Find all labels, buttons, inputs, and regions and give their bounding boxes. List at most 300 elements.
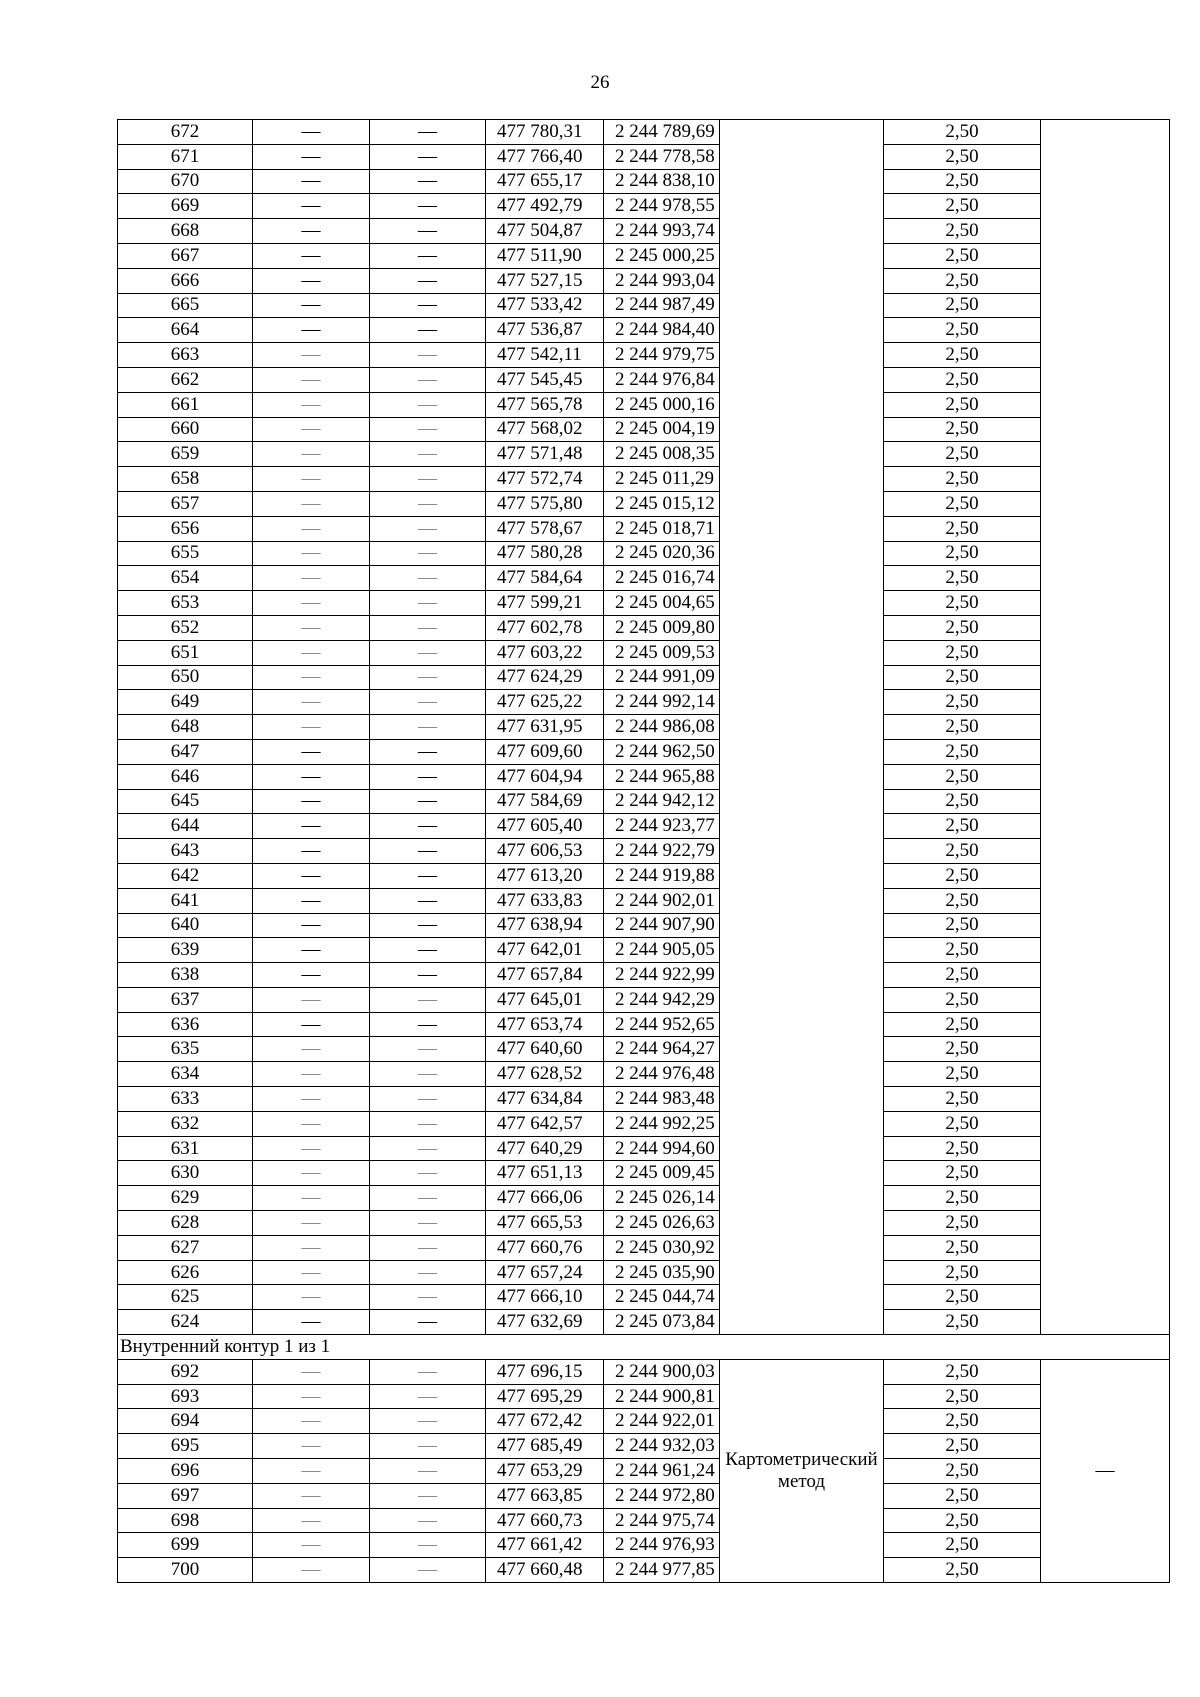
dash-cell: — [253,367,370,392]
coord-y: 2 244 976,93 [604,1533,720,1558]
precision-value: 2,50 [884,963,1041,988]
table-row [118,417,1170,442]
table-row [118,739,1170,764]
coord-x: 477 653,74 [486,1012,604,1037]
point-number: 666 [118,268,253,293]
dash-cell: — [370,1483,486,1508]
table-row [118,764,1170,789]
dash-cell: — [370,566,486,591]
point-number: 646 [118,764,253,789]
dash-cell: — [253,1087,370,1112]
point-number: 640 [118,913,253,938]
precision-value: 2,50 [884,1310,1041,1335]
dash-cell: — [370,987,486,1012]
dash-cell: — [253,739,370,764]
table-row [118,566,1170,591]
dash-cell: — [370,913,486,938]
precision-value: 2,50 [884,640,1041,665]
point-number: 636 [118,1012,253,1037]
point-number: 652 [118,615,253,640]
table-row [118,1111,1170,1136]
precision-value: 2,50 [884,516,1041,541]
table-row [118,1285,1170,1310]
coord-y: 2 244 978,55 [604,194,720,219]
point-number: 630 [118,1161,253,1186]
table-row [118,1062,1170,1087]
precision-value: 2,50 [884,839,1041,864]
precision-value: 2,50 [884,442,1041,467]
coord-y: 2 244 900,03 [604,1359,720,1384]
coord-y: 2 244 902,01 [604,888,720,913]
coord-y: 2 244 962,50 [604,739,720,764]
precision-value: 2,50 [884,541,1041,566]
coord-x: 477 511,90 [486,243,604,268]
section-label: Внутренний контур 1 из 1 [118,1335,1170,1360]
point-number: 650 [118,665,253,690]
dash-cell: — [370,1310,486,1335]
coord-y: 2 245 015,12 [604,491,720,516]
precision-value: 2,50 [884,1459,1041,1484]
coord-y: 2 244 992,14 [604,690,720,715]
last-column-cell: — [1041,1359,1170,1582]
table-row [118,1483,1170,1508]
dash-cell: — [253,1359,370,1384]
dash-cell: — [253,888,370,913]
dash-cell: — [253,343,370,368]
precision-value: 2,50 [884,1161,1041,1186]
dash-cell: — [253,1459,370,1484]
coord-y: 2 245 026,63 [604,1211,720,1236]
coord-y: 2 244 964,27 [604,1037,720,1062]
coord-x: 477 661,42 [486,1533,604,1558]
point-number: 663 [118,343,253,368]
precision-value: 2,50 [884,169,1041,194]
point-number: 662 [118,367,253,392]
coord-y: 2 245 016,74 [604,566,720,591]
coord-y: 2 244 976,48 [604,1062,720,1087]
dash-cell: — [370,516,486,541]
precision-value: 2,50 [884,491,1041,516]
dash-cell: — [370,144,486,169]
point-number: 665 [118,293,253,318]
dash-cell: — [370,392,486,417]
precision-value: 2,50 [884,1384,1041,1409]
method-cell: Картометрический метод [720,1359,884,1582]
dash-cell: — [253,120,370,145]
coord-x: 477 780,31 [486,120,604,145]
dash-cell: — [370,1384,486,1409]
coord-x: 477 504,87 [486,219,604,244]
dash-cell: — [253,417,370,442]
precision-value: 2,50 [884,1235,1041,1260]
dash-cell: — [370,491,486,516]
coord-x: 477 572,74 [486,467,604,492]
coord-x: 477 642,57 [486,1111,604,1136]
dash-cell: — [253,1508,370,1533]
table-row [118,963,1170,988]
coord-x: 477 632,69 [486,1310,604,1335]
precision-value: 2,50 [884,417,1041,442]
coord-x: 477 536,87 [486,318,604,343]
point-number: 632 [118,1111,253,1136]
coord-x: 477 604,94 [486,764,604,789]
coord-x: 477 578,67 [486,516,604,541]
precision-value: 2,50 [884,318,1041,343]
dash-cell: — [253,1285,370,1310]
table-row [118,367,1170,392]
coord-y: 2 244 932,03 [604,1434,720,1459]
coord-y: 2 244 965,88 [604,764,720,789]
outer-contour-rows [118,120,1170,1335]
precision-value: 2,50 [884,566,1041,591]
dash-cell: — [370,243,486,268]
coord-x: 477 685,49 [486,1434,604,1459]
precision-value: 2,50 [884,243,1041,268]
point-number: 641 [118,888,253,913]
coord-y: 2 244 991,09 [604,665,720,690]
dash-cell: — [253,566,370,591]
coord-y: 2 245 004,65 [604,591,720,616]
table-row [118,863,1170,888]
coord-x: 477 584,64 [486,566,604,591]
precision-value: 2,50 [884,1434,1041,1459]
dash-cell: — [370,417,486,442]
dash-cell: — [370,1235,486,1260]
dash-cell: — [370,541,486,566]
point-number: 627 [118,1235,253,1260]
dash-cell: — [253,1111,370,1136]
table-row [118,219,1170,244]
coord-y: 2 244 993,74 [604,219,720,244]
section-row [118,1335,1170,1360]
precision-value: 2,50 [884,863,1041,888]
precision-value: 2,50 [884,1260,1041,1285]
coord-y: 2 245 008,35 [604,442,720,467]
coord-y: 2 245 009,45 [604,1161,720,1186]
precision-value: 2,50 [884,1186,1041,1211]
dash-cell: — [370,1260,486,1285]
dash-cell: — [253,963,370,988]
coord-y: 2 245 044,74 [604,1285,720,1310]
point-number: 631 [118,1136,253,1161]
precision-value: 2,50 [884,1508,1041,1533]
precision-value: 2,50 [884,814,1041,839]
precision-value: 2,50 [884,591,1041,616]
table-row [118,516,1170,541]
dash-cell: — [253,913,370,938]
coord-x: 477 642,01 [486,938,604,963]
table-row [118,987,1170,1012]
table-row [118,1434,1170,1459]
precision-value: 2,50 [884,665,1041,690]
point-number: 664 [118,318,253,343]
table-row [118,814,1170,839]
precision-value: 2,50 [884,1558,1041,1583]
table-row [118,169,1170,194]
dash-cell: — [370,1533,486,1558]
point-number: 634 [118,1062,253,1087]
dash-cell: — [253,1186,370,1211]
point-number: 638 [118,963,253,988]
dash-cell: — [370,1558,486,1583]
dash-cell: — [253,392,370,417]
coord-x: 477 545,45 [486,367,604,392]
coord-y: 2 245 011,29 [604,467,720,492]
point-number: 697 [118,1483,253,1508]
dash-cell: — [253,268,370,293]
table-row [118,1235,1170,1260]
dash-cell: — [253,541,370,566]
coord-y: 2 244 977,85 [604,1558,720,1583]
dash-cell: — [370,690,486,715]
coord-y: 2 245 000,16 [604,392,720,417]
precision-value: 2,50 [884,1136,1041,1161]
precision-value: 2,50 [884,1533,1041,1558]
table-row [118,293,1170,318]
coord-y: 2 244 942,12 [604,789,720,814]
precision-value: 2,50 [884,1087,1041,1112]
coordinates-table [117,119,1170,1583]
point-number: 661 [118,392,253,417]
dash-cell: — [253,764,370,789]
dash-cell: — [370,665,486,690]
dash-cell: — [253,1434,370,1459]
point-number: 693 [118,1384,253,1409]
precision-value: 2,50 [884,1211,1041,1236]
point-number: 659 [118,442,253,467]
precision-value: 2,50 [884,690,1041,715]
dash-cell: — [253,1235,370,1260]
coord-x: 477 666,10 [486,1285,604,1310]
precision-value: 2,50 [884,1111,1041,1136]
table-row [118,1012,1170,1037]
table-row [118,1136,1170,1161]
table-row [118,839,1170,864]
coord-y: 2 245 035,90 [604,1260,720,1285]
dash-cell: — [253,1533,370,1558]
table-row [118,1161,1170,1186]
coord-y: 2 244 952,65 [604,1012,720,1037]
coord-x: 477 634,84 [486,1087,604,1112]
inner-contour-header [118,1335,1170,1360]
point-number: 671 [118,144,253,169]
table-row [118,144,1170,169]
coord-y: 2 244 838,10 [604,169,720,194]
dash-cell: — [253,690,370,715]
dash-cell: — [253,1062,370,1087]
dash-cell: — [370,1211,486,1236]
precision-value: 2,50 [884,789,1041,814]
dash-cell: — [253,491,370,516]
precision-value: 2,50 [884,739,1041,764]
point-number: 698 [118,1508,253,1533]
dash-cell: — [370,1012,486,1037]
table-row [118,243,1170,268]
coord-y: 2 245 030,92 [604,1235,720,1260]
dash-cell: — [253,615,370,640]
point-number: 670 [118,169,253,194]
coord-y: 2 244 979,75 [604,343,720,368]
precision-value: 2,50 [884,987,1041,1012]
point-number: 645 [118,789,253,814]
coord-x: 477 663,85 [486,1483,604,1508]
precision-value: 2,50 [884,913,1041,938]
dash-cell: — [253,1409,370,1434]
table-row [118,789,1170,814]
dash-cell: — [370,1037,486,1062]
dash-cell: — [370,1285,486,1310]
precision-value: 2,50 [884,715,1041,740]
dash-cell: — [253,1037,370,1062]
dash-cell: — [370,739,486,764]
dash-cell: — [370,1434,486,1459]
table-row [118,467,1170,492]
coord-x: 477 640,60 [486,1037,604,1062]
point-number: 692 [118,1359,253,1384]
precision-value: 2,50 [884,1012,1041,1037]
dash-cell: — [370,789,486,814]
dash-cell: — [370,219,486,244]
coord-y: 2 244 984,40 [604,318,720,343]
table-row [118,1310,1170,1335]
point-number: 653 [118,591,253,616]
coord-x: 477 527,15 [486,268,604,293]
coord-x: 477 696,15 [486,1359,604,1384]
dash-cell: — [370,343,486,368]
coord-y: 2 244 994,60 [604,1136,720,1161]
point-number: 625 [118,1285,253,1310]
point-number: 655 [118,541,253,566]
point-number: 644 [118,814,253,839]
point-number: 668 [118,219,253,244]
point-number: 656 [118,516,253,541]
coord-x: 477 568,02 [486,417,604,442]
table-row [118,1384,1170,1409]
dash-cell: — [370,268,486,293]
dash-cell: — [370,318,486,343]
precision-value: 2,50 [884,120,1041,145]
coord-y: 2 244 975,74 [604,1508,720,1533]
coord-x: 477 657,24 [486,1260,604,1285]
coord-y: 2 244 922,79 [604,839,720,864]
coord-x: 477 660,76 [486,1235,604,1260]
dash-cell: — [253,194,370,219]
coord-y: 2 244 900,81 [604,1384,720,1409]
coord-y: 2 244 987,49 [604,293,720,318]
precision-value: 2,50 [884,1285,1041,1310]
dash-cell: — [370,888,486,913]
point-number: 669 [118,194,253,219]
precision-value: 2,50 [884,467,1041,492]
coord-x: 477 575,80 [486,491,604,516]
coord-x: 477 672,42 [486,1409,604,1434]
dash-cell: — [253,318,370,343]
precision-value: 2,50 [884,1062,1041,1087]
coord-x: 477 603,22 [486,640,604,665]
point-number: 695 [118,1434,253,1459]
table-row [118,1260,1170,1285]
precision-value: 2,50 [884,1037,1041,1062]
point-number: 660 [118,417,253,442]
dash-cell: — [370,194,486,219]
table-row [118,913,1170,938]
coord-y: 2 244 907,90 [604,913,720,938]
point-number: 635 [118,1037,253,1062]
precision-value: 2,50 [884,219,1041,244]
dash-cell: — [370,839,486,864]
coord-x: 477 633,83 [486,888,604,913]
dash-cell: — [370,1508,486,1533]
point-number: 651 [118,640,253,665]
dash-cell: — [253,219,370,244]
dash-cell: — [253,938,370,963]
precision-value: 2,50 [884,367,1041,392]
dash-cell: — [370,938,486,963]
point-number: 694 [118,1409,253,1434]
table-row [118,541,1170,566]
dash-cell: — [253,1384,370,1409]
dash-cell: — [253,987,370,1012]
coord-x: 477 533,42 [486,293,604,318]
dash-cell: — [370,863,486,888]
dash-cell: — [253,1161,370,1186]
dash-cell: — [370,591,486,616]
coord-x: 477 492,79 [486,194,604,219]
table-row [118,591,1170,616]
dash-cell: — [253,789,370,814]
coord-x: 477 625,22 [486,690,604,715]
table-row [118,715,1170,740]
precision-value: 2,50 [884,293,1041,318]
point-number: 643 [118,839,253,864]
table-row [118,615,1170,640]
dash-cell: — [253,839,370,864]
coord-y: 2 245 018,71 [604,516,720,541]
coord-y: 2 244 923,77 [604,814,720,839]
precision-value: 2,50 [884,1409,1041,1434]
point-number: 637 [118,987,253,1012]
coord-y: 2 245 009,53 [604,640,720,665]
dash-cell: — [370,442,486,467]
table-row [118,1409,1170,1434]
dash-cell: — [253,1310,370,1335]
page-number: 26 [590,72,610,93]
dash-cell: — [253,516,370,541]
dash-cell: — [370,615,486,640]
coord-x: 477 631,95 [486,715,604,740]
dash-cell: — [370,1359,486,1384]
coord-y: 2 244 993,04 [604,268,720,293]
point-number: 648 [118,715,253,740]
coord-y: 2 245 000,25 [604,243,720,268]
coord-y: 2 244 983,48 [604,1087,720,1112]
coord-x: 477 580,28 [486,541,604,566]
dash-cell: — [370,367,486,392]
point-number: 658 [118,467,253,492]
dash-cell: — [370,764,486,789]
dash-cell: — [253,665,370,690]
point-number: 696 [118,1459,253,1484]
table-row [118,392,1170,417]
dash-cell: — [253,715,370,740]
inner-contour-rows [118,1359,1170,1582]
coord-x: 477 638,94 [486,913,604,938]
dash-cell: — [253,169,370,194]
precision-value: 2,50 [884,268,1041,293]
coord-y: 2 244 961,24 [604,1459,720,1484]
coord-y: 2 245 026,14 [604,1186,720,1211]
dash-cell: — [253,1260,370,1285]
